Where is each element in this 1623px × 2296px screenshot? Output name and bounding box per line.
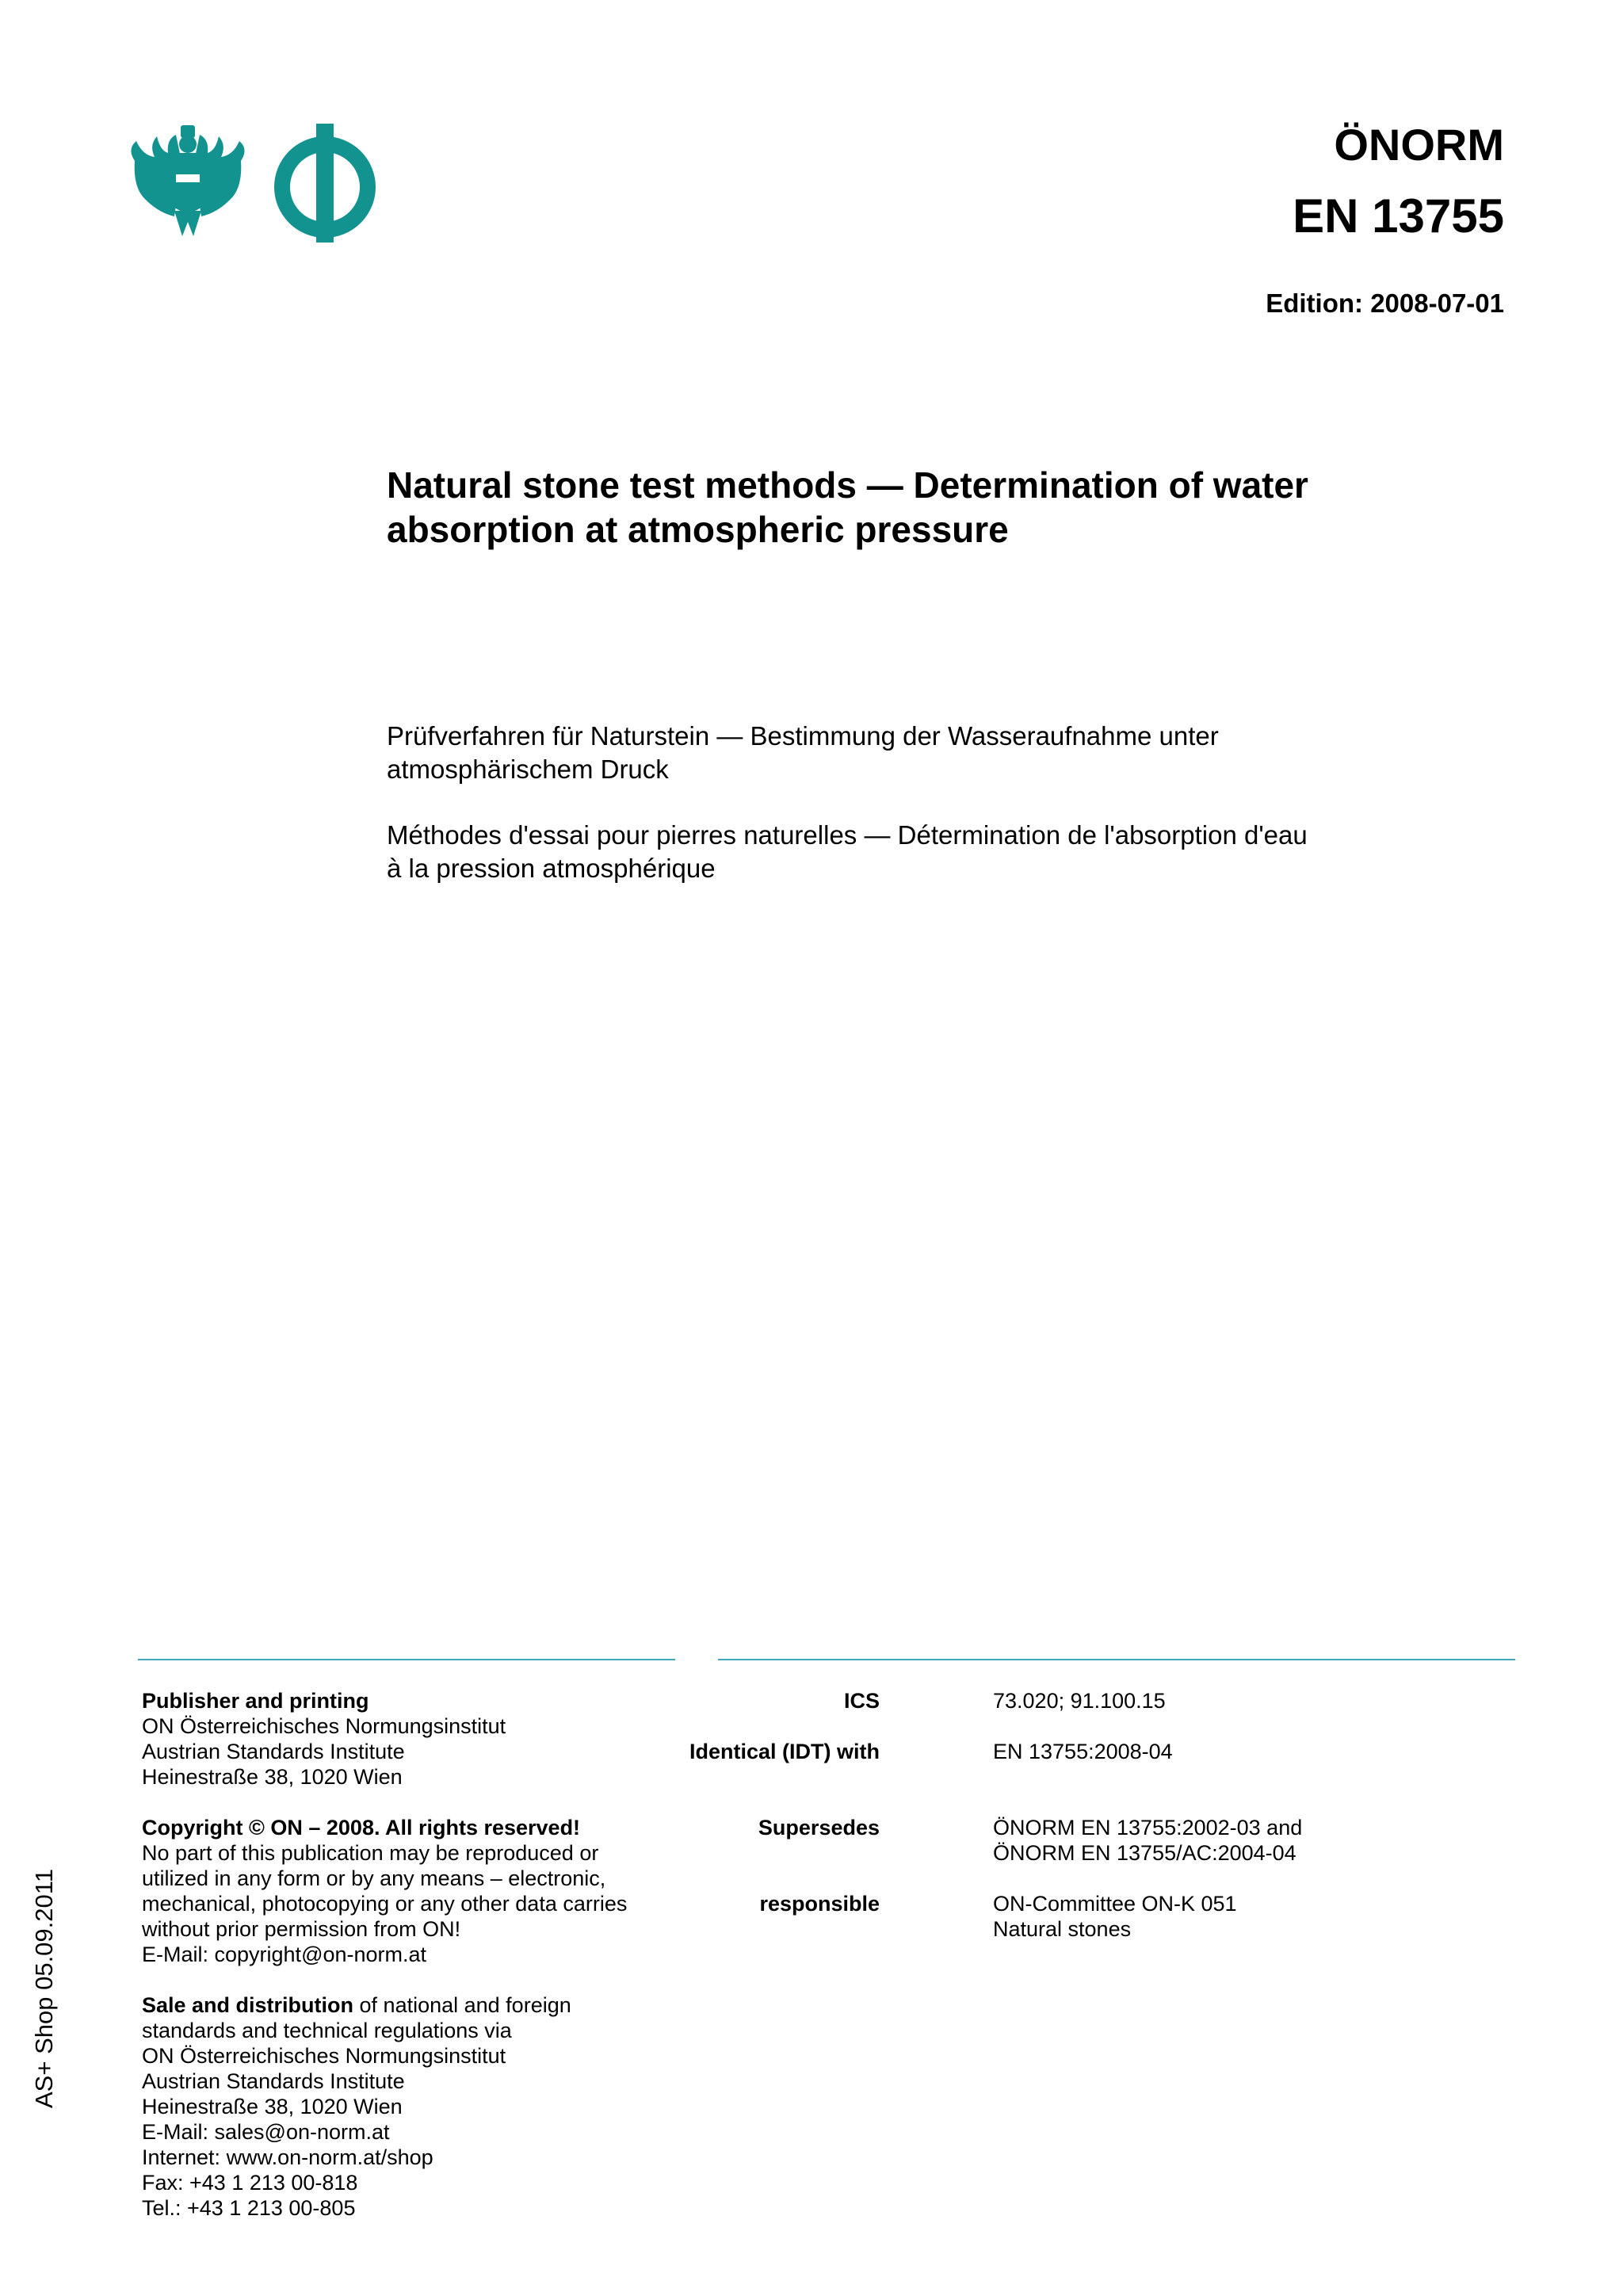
copyright-email: E-Mail: copyright@on-norm.at bbox=[142, 1943, 427, 1966]
copyright-line: utilized in any form or by any means – electronic, bbox=[142, 1866, 606, 1890]
title-german-line: Prüfverfahren für Naturstein — Bestimmung der Wasseraufnahme unter bbox=[387, 721, 1219, 751]
title-french-line: à la pression atmosphérique bbox=[387, 854, 716, 883]
idt-value: EN 13755:2008-04 bbox=[993, 1740, 1173, 1763]
sale-first-line bbox=[142, 1992, 681, 2018]
sale-first-line-rest: of national and foreign bbox=[353, 1993, 571, 2017]
title-german-line: atmosphärischem Druck bbox=[387, 755, 669, 784]
sale-line: Austrian Standards Institute bbox=[142, 2069, 405, 2093]
meta-row-idt bbox=[689, 1739, 1515, 1815]
title-german bbox=[387, 720, 1417, 786]
edition bbox=[1266, 288, 1504, 319]
sale-heading: Sale and distribution bbox=[142, 1993, 354, 2017]
sale-internet: Internet: www.on-norm.at/shop bbox=[142, 2145, 433, 2169]
publisher-block bbox=[142, 1688, 681, 1790]
title-english-line: Natural stone test methods — Determination of water bbox=[387, 464, 1308, 506]
sale-line: standards and technical regulations via bbox=[142, 2019, 512, 2042]
idt-label: Identical (IDT) with bbox=[689, 1740, 880, 1763]
copyright-line: without prior permission from ON! bbox=[142, 1917, 461, 1941]
publisher-line: Austrian Standards Institute bbox=[142, 1740, 405, 1763]
sale-fax: Fax: +43 1 213 00-818 bbox=[142, 2171, 358, 2195]
title-english-line: absorption at atmospheric pressure bbox=[387, 509, 1009, 550]
meta-row-supersedes bbox=[718, 1815, 1515, 1891]
logo-group bbox=[119, 117, 380, 252]
title-english bbox=[387, 463, 1417, 552]
copyright-line: No part of this publication may be reproduced or bbox=[142, 1841, 599, 1865]
publisher-info bbox=[142, 1688, 681, 2246]
shop-stamp: AS+ Shop 05.09.2011 bbox=[30, 1869, 58, 2108]
sale-email: E-Mail: sales@on-norm.at bbox=[142, 2120, 390, 2144]
publisher-heading: Publisher and printing bbox=[142, 1689, 369, 1713]
divider-right bbox=[718, 1659, 1515, 1660]
copyright-heading: Copyright © ON – 2008. All rights reserved! bbox=[142, 1816, 581, 1839]
sale-line: ON Österreichisches Normungsinstitut bbox=[142, 2044, 506, 2068]
edition-value: 2008-07-01 bbox=[1370, 288, 1504, 318]
title-french bbox=[387, 819, 1417, 885]
divider-left bbox=[138, 1659, 675, 1660]
edition-label: Edition: bbox=[1266, 288, 1364, 318]
supersedes-label: Supersedes bbox=[758, 1816, 880, 1839]
publisher-line: ON Österreichisches Normungsinstitut bbox=[142, 1714, 506, 1738]
ics-value: 73.020; 91.100.15 bbox=[993, 1689, 1166, 1713]
responsible-label: responsible bbox=[759, 1892, 880, 1916]
meta-row-responsible bbox=[718, 1891, 1515, 1942]
sale-tel: Tel.: +43 1 213 00-805 bbox=[142, 2196, 356, 2220]
copyright-block bbox=[142, 1815, 681, 1967]
ics-label: ICS bbox=[843, 1689, 880, 1713]
responsible-value: ON-Committee ON-K 051 bbox=[993, 1892, 1237, 1916]
publisher-line: Heinestraße 38, 1020 Wien bbox=[142, 1765, 403, 1789]
copyright-line: mechanical, photocopying or any other data carries bbox=[142, 1892, 628, 1916]
supersedes-value: ÖNORM EN 13755:2002-03 and bbox=[993, 1816, 1303, 1839]
responsible-value: Natural stones bbox=[993, 1917, 1132, 1941]
standard-prefix: ÖNORM bbox=[1334, 120, 1504, 170]
on-norm-logo-icon bbox=[282, 124, 368, 243]
austrian-eagle-crest-icon bbox=[131, 125, 244, 236]
title-french-line: Méthodes d'essai pour pierres naturelles — Détermination de l'absorption d'eau bbox=[387, 820, 1308, 850]
meta-row-ics bbox=[718, 1688, 1515, 1739]
sale-line: Heinestraße 38, 1020 Wien bbox=[142, 2095, 403, 2118]
sale-block bbox=[142, 1992, 681, 2221]
standard-number: EN 13755 bbox=[1293, 189, 1504, 243]
metadata-table bbox=[689, 1688, 1515, 1942]
supersedes-value: ÖNORM EN 13755/AC:2004-04 bbox=[993, 1841, 1296, 1865]
